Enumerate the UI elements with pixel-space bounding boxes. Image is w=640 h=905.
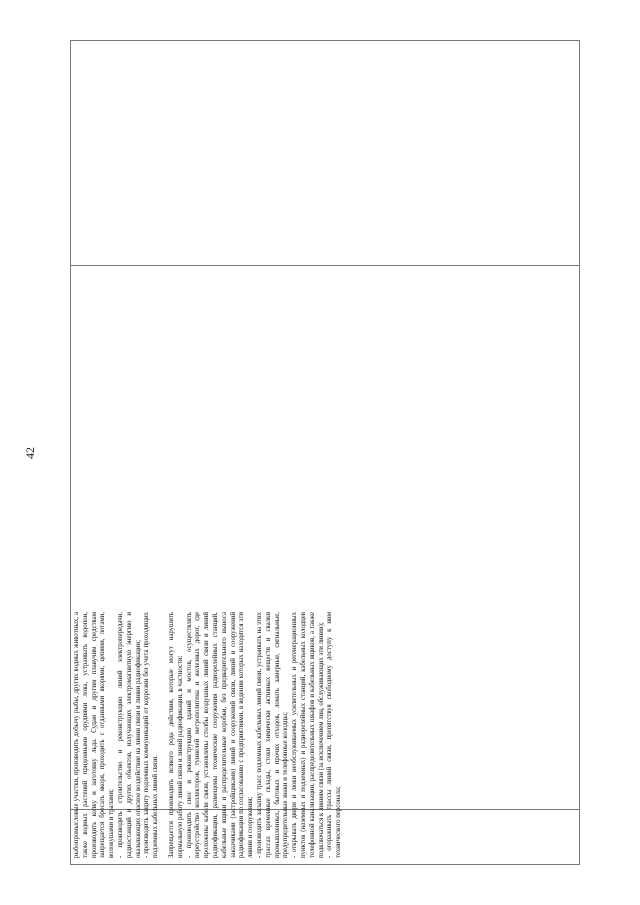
cell-body-text: [73, 612, 577, 858]
page-number: 42: [23, 447, 37, 459]
column-divider-top: [71, 265, 579, 266]
paragraph-corrosion-protection: - производить защиту подземных коммуникаций от коррозии без учета проходящих подземных кабельных линий связи.: [143, 612, 160, 858]
list-item: - производить снос и реконструкцию зданий и мостов, осуществлять переустройство коллекторов, туннелей метрополитена и железных дорог, где проложены кабели связи, установлены столбы воздушных линий связи и линий радиофикации, размещены технические сооружения радиорелейных станций, кабельные ящики и распределительные коробки, без предварительного выноса заказчиками (застройщиками) линий и сооружений связи, линий и сооружений радиофикации по согласованию с предприятиями, в ведении которых находятся эти линии и сооружения;: [185, 612, 255, 858]
list-item: - огораживать трассы линий связи, препятствуя свободному доступу к ним технического персонала;: [326, 612, 343, 858]
list-item: - открывать двери и люки необслуживаемых усилительных и регенерационных пунктов (наземных и подземных) и радиорелейных станций, кабельных колодцев телефонной канализации, распределительных шкафов и кабельных ящиков, а также подключаться к линиям связи (за исключением лиц, обслуживающих эти линии);: [291, 612, 325, 858]
rotated-text-column: [70, 607, 580, 863]
paragraph-fishing-restrictions: рыбопромысловые участки, производить добычу рыбы, других водных животных, а также водных растений придонными орудиями лова, устраивать водопои, производить колку и заготовку льда. Судам и другим плавучим средствам запрещается бросать якоря, проходить с отданными якорями, цепями, лотами, волокушами и тралами;: [73, 612, 116, 858]
paragraph-power-lines: - производить строительство и реконструкцию линий электропередачи, радиостанций и других объектов, излучающих электромагнитную энергию и оказывающих опасное воздействие на линии связи и линии радиофикации;: [116, 612, 142, 858]
list-item: - производить засыпку трасс подземных кабельных линий связи, устраивать на этих трассах временные склады, стоки химически активных веществ и свалки промышленных, бытовых и прочих отходов, ломать замерные, сигнальные, предупредительные знаки и телефонные колодцы;: [255, 612, 290, 858]
paragraph-prohibition-intro: Запрещается производить всякого рода действия, которые могут нарушить нормальную работу линий связи и линий радиофикации, в частности:: [167, 612, 184, 858]
